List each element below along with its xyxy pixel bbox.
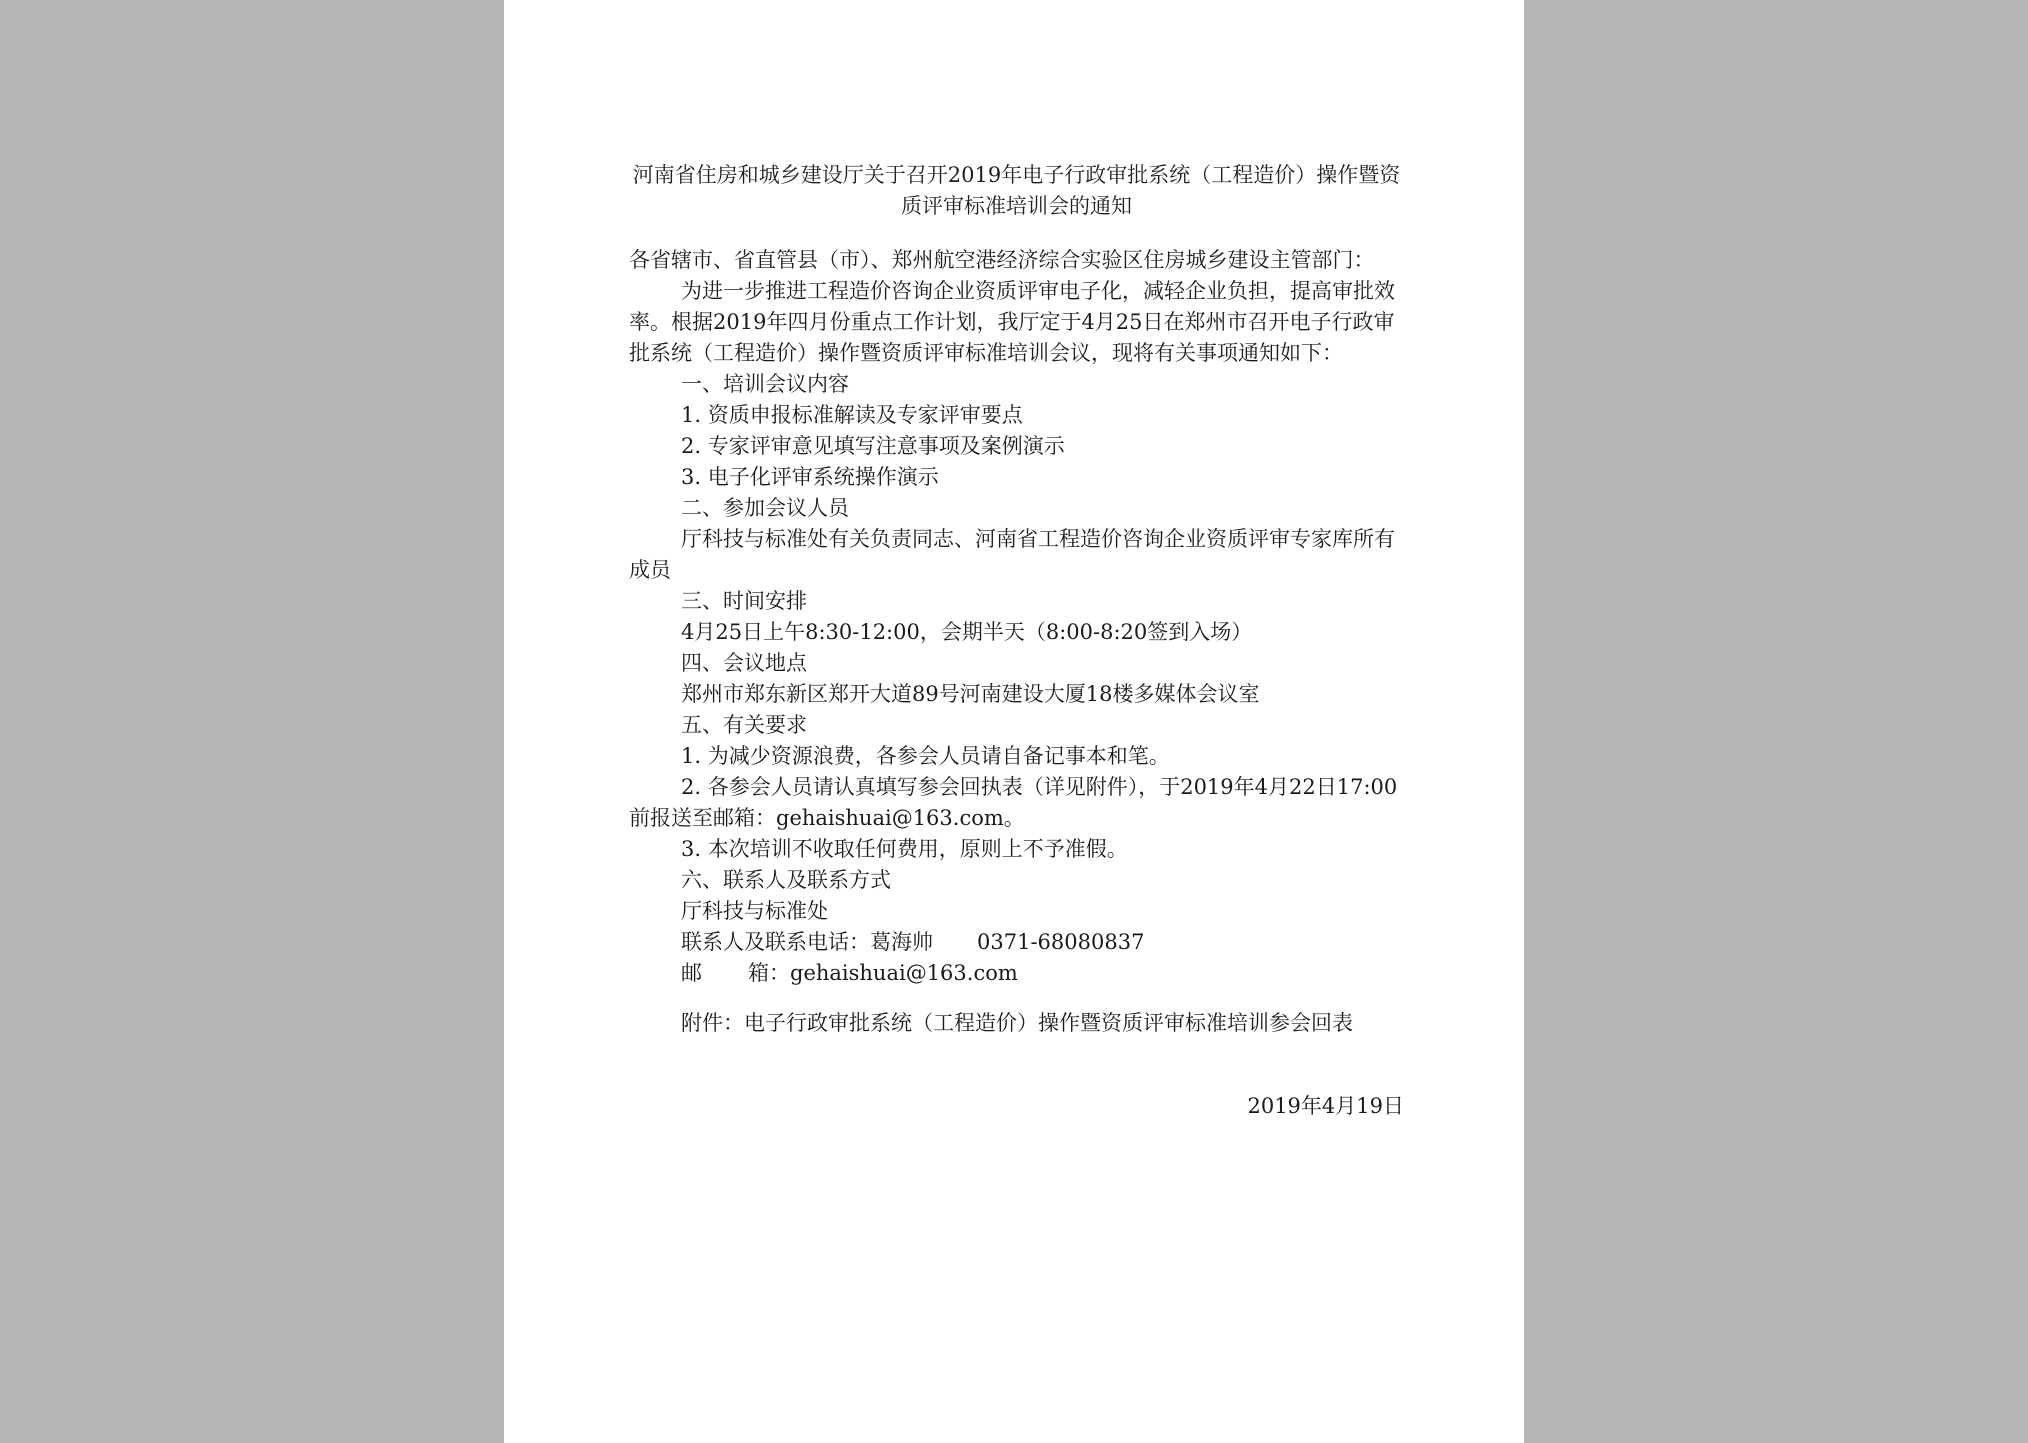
- addressee: 各省辖市、省直管县（市）、郑州航空港经济综合实验区住房城乡建设主管部门：: [629, 248, 1375, 272]
- section2-text: 厅科技与标准处有关负责同志、河南省工程造价咨询企业资质评审专家库所有成员: [629, 527, 1395, 582]
- email-label-a: 邮: [681, 961, 702, 985]
- section4-text: 郑州市郑东新区郑开大道89号河南建设大厦18楼多媒体会议室: [681, 682, 1260, 706]
- attachment-note: 附件：电子行政审批系统（工程造价）操作暨资质评审标准培训参会回表: [681, 1011, 1353, 1035]
- contact-dept: 厅科技与标准处: [681, 899, 828, 923]
- document-title: 河南省住房和城乡建设厅关于召开2019年电子行政审批系统（工程造价）操作暨资质评审标准培训会的通知: [632, 163, 1401, 218]
- document-content: [629, 160, 1404, 1143]
- contact-person-label: 联系人及联系电话：葛海帅: [681, 930, 933, 954]
- section1-item-1: 1. 资质申报标准解读及专家评审要点: [681, 403, 1023, 427]
- contact-person-line: [629, 927, 1404, 958]
- contact-phone: 0371-68080837: [977, 930, 1145, 954]
- section5-item-2: 2. 各参会人员请认真填写参会回执表（详见附件），于2019年4月22日17:00前报送至邮箱：gehaishuai@163.com。: [629, 775, 1398, 830]
- section1-item-3: 3. 电子化评审系统操作演示: [681, 465, 939, 489]
- section5-item-1: 1. 为减少资源浪费，各参会人员请自备记事本和笔。: [681, 744, 1170, 768]
- intro-paragraph: 为进一步推进工程造价咨询企业资质评审电子化，减轻企业负担，提高审批效率。根据2019年四月份重点工作计划，我厅定于4月25日在郑州市召开电子行政审批系统（工程造价）操作暨资质评审标准培训会议，现将有关事项通知如下：: [629, 279, 1395, 365]
- section5-heading: 五、有关要求: [681, 713, 807, 737]
- section4-heading: 四、会议地点: [681, 651, 807, 675]
- email-label-b: 箱：gehaishuai@163.com: [748, 961, 1018, 985]
- section6-heading: 六、联系人及联系方式: [681, 868, 891, 892]
- section1-heading: 一、培训会议内容: [681, 372, 849, 396]
- section1-item-2: 2. 专家评审意见填写注意事项及案例演示: [681, 434, 1065, 458]
- document-page: [504, 0, 1524, 1443]
- section5-item-3: 3. 本次培训不收取任何费用，原则上不予准假。: [681, 837, 1128, 861]
- section3-heading: 三、时间安排: [681, 589, 807, 613]
- document-date: 2019年4月19日: [1247, 1094, 1404, 1118]
- section2-heading: 二、参加会议人员: [681, 496, 849, 520]
- contact-email-line: [629, 958, 1404, 989]
- section3-text: 4月25日上午8:30-12:00，会期半天（8:00-8:20签到入场）: [681, 620, 1253, 644]
